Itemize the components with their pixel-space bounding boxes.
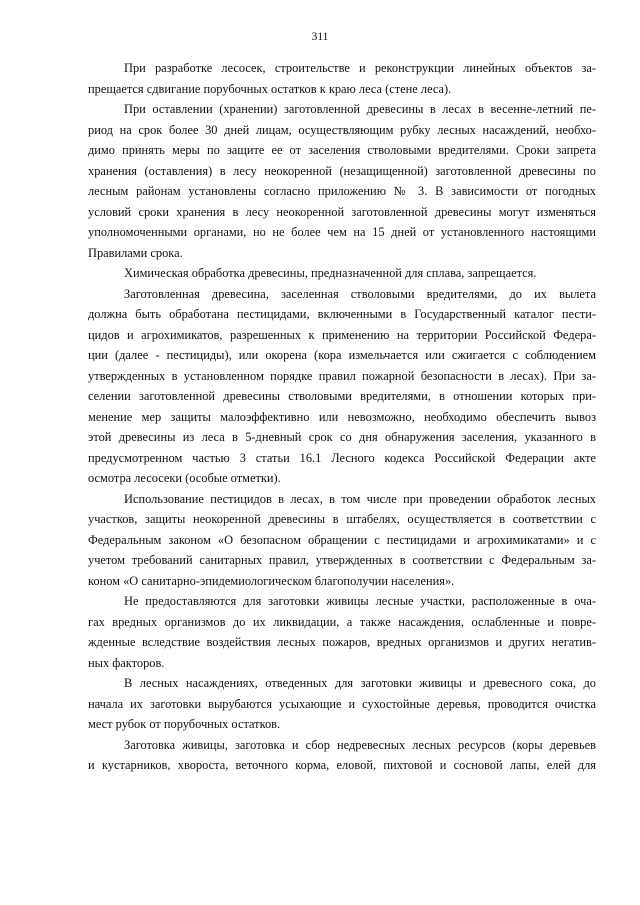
text-line: уполномоченными органами, но не более чем на 15 дней от установленного настоящими (88, 225, 596, 239)
text-line: риод на срок более 30 дней лицам, осуществляющим рубку лесных насаждений, необхо- (88, 122, 596, 137)
paragraph (88, 58, 596, 99)
text-line: предусмотренном частью 3 статьи 16.1 Лесного кодекса Российской Федерации акте (88, 450, 596, 465)
text-line: условий сроки хранения в лесу неокоренной заготовленной древесины могут изменяться (88, 204, 596, 219)
text-line: менение мер защиты малоэффективно или невозможно, необходимо обеспечить вывоз (88, 409, 596, 424)
text-line: гах вредных организмов до их ликвидации, а также насаждения, ослабленные и повре- (88, 614, 596, 629)
text-line: должна быть обработана пестицидами, включенными в Государственный каталог пести- (88, 307, 596, 321)
text-line: ных факторов. (88, 655, 165, 670)
text-line: жденные вследствие воздействия лесных пожаров, вредных организмов и других негатив- (88, 635, 596, 649)
paragraph (88, 735, 596, 776)
text-line: селении заготовленной древесины стволовыми вредителями, в отношении которых при- (88, 389, 596, 403)
text-line: участков, защиты неокоренной древесины в штабелях, осуществляется в соответствии с (88, 512, 596, 526)
text-line: цидов и агрохимикатов, разрешенных к применению на территории Российской Федера- (88, 327, 596, 342)
paragraph (88, 673, 596, 735)
text-line: Федеральным законом «О безопасном обращении с пестицидами и агрохимикатами» и с (88, 532, 596, 547)
text-line: и кустарников, хвороста, веточного корма, еловой, пихтовой и сосновой лапы, елей для (88, 758, 596, 772)
text-line: При оставлении (хранении) заготовленной древесины в лесах в весенне-летний пе- (124, 102, 596, 116)
text-line: этой древесины из леса в 5-дневный срок со дня обнаружения заселения, указанного в (88, 430, 596, 444)
text-line: Правилами срока. (88, 245, 183, 260)
paragraph (88, 591, 596, 673)
paragraph (88, 99, 596, 263)
text-line: Химическая обработка древесины, предназначенной для сплава, запрещается. (124, 266, 537, 280)
paragraph (88, 263, 596, 284)
text-line: хранения (оставления) в лесу неокоренной (незащищенной) заготовленной древесины по (88, 163, 596, 178)
text-line: мест рубок от порубочных остатков. (88, 717, 281, 731)
text-line: учетом требований санитарных правил, утвержденных в соответствии с Федеральным за- (88, 553, 596, 567)
text-line: ции (далее - пестициды), или окорена (кора измельчается или сжигается с соблюдением (88, 348, 596, 362)
paragraph (88, 489, 596, 592)
text-line: лесным районам установлены согласно приложению № 3. В зависимости от погодных (88, 184, 596, 198)
page-number: 311 (311, 31, 329, 43)
paragraph (88, 284, 596, 489)
text-line: Не предоставляются для заготовки живицы лесные участки, расположенные в оча- (124, 594, 596, 608)
text-line: осмотра лесосеки (особые отметки). (88, 471, 281, 485)
text-line: Использование пестицидов в лесах, в том числе при проведении обработок лесных (124, 491, 596, 506)
text-line: димо принять меры по защите ее от заселения стволовыми вредителями. Сроки запрета (88, 143, 596, 157)
text-line: Заготовленная древесина, заселенная стволовыми вредителями, до их вылета (124, 286, 596, 301)
text-line: В лесных насаждениях, отведенных для заготовки живицы и древесного сока, до (124, 676, 596, 690)
document-body (88, 58, 596, 776)
text-line: При разработке лесосек, строительстве и реконструкции линейных объектов за- (124, 61, 596, 75)
text-line: прещается сдвигание порубочных остатков к краю леса (стене леса). (88, 81, 452, 96)
text-line: коном «О санитарно-эпидемиологическом благополучии населения». (88, 573, 455, 588)
text-line: начала их заготовки вырубаются усыхающие и сухостойные деревья, проводится очистка (88, 696, 596, 711)
text-line: Заготовка живицы, заготовка и сбор недревесных лесных ресурсов (коры деревьев (124, 737, 596, 752)
text-line: утвержденных в установленном порядке правил пожарной безопасности в лесах). При за- (88, 368, 596, 383)
